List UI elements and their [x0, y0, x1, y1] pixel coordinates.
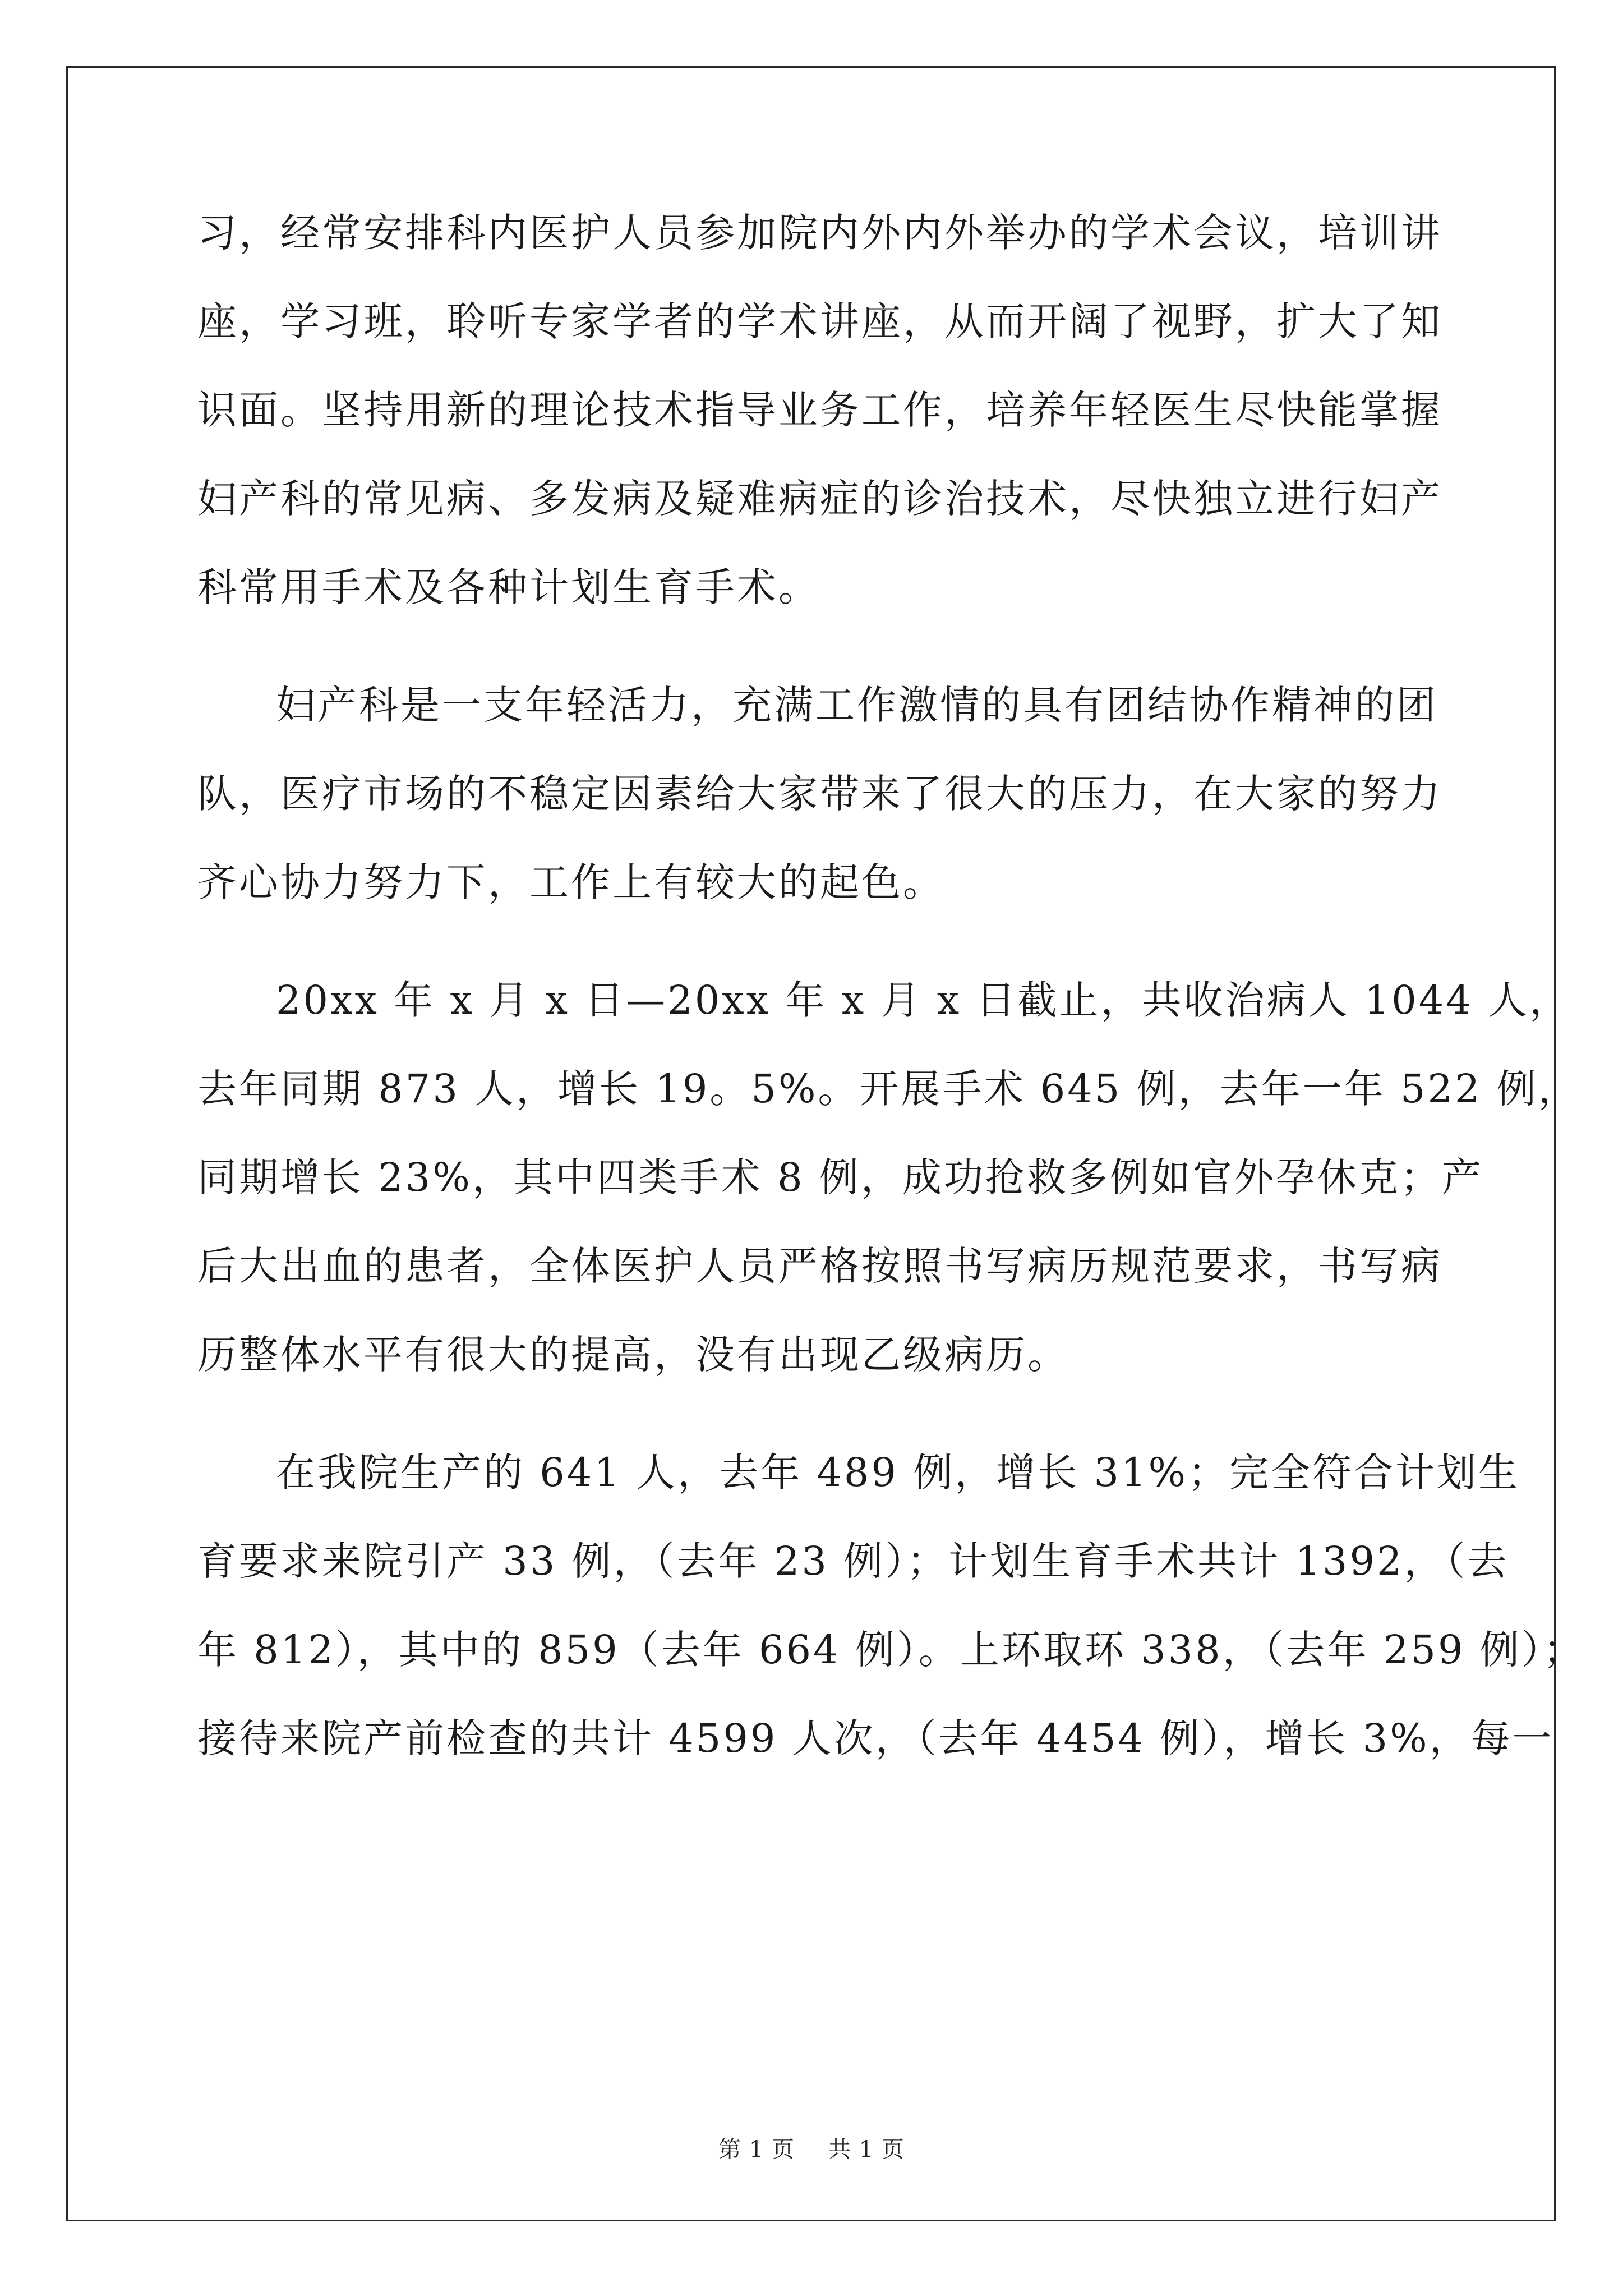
page-number: 第 1 页	[718, 2137, 795, 2162]
text-line: 年 812），其中的 859（去年 664 例）。上环取环 338，（去年 259 例）；	[197, 1627, 1585, 1673]
text-line: 妇产科是一支年轻活力，充满工作激情的具有团结协作精神的团	[276, 682, 1438, 728]
text-line: 历整体水平有很大的提高，没有出现乙级病历。	[197, 1332, 1069, 1378]
text-line: 座，学习班，聆听专家学者的学术讲座，从而开阔了视野，扩大了知	[197, 298, 1442, 344]
text-line: 妇产科的常见病、多发病及疑难病症的诊治技术，尽快独立进行妇产	[197, 476, 1442, 522]
text-line: 育要求来院引产 33 例，（去年 23 例）；计划生育手术共计 1392，（去	[197, 1538, 1509, 1584]
text-line: 队，医疗市场的不稳定因素给大家带来了很大的压力，在大家的努力	[197, 771, 1442, 817]
document-body	[197, 210, 1585, 1807]
text-line: 在我院生产的 641 人，去年 489 例，增长 31%；完全符合计划生	[276, 1450, 1520, 1496]
text-line: 齐心协力努力下，工作上有较大的起色。	[197, 859, 944, 905]
text-line: 20xx 年 x 月 x 日—20xx 年 x 月 x 日截止，共收治病人 1044 人，	[276, 977, 1571, 1023]
text-line: 接待来院产前检查的共计 4599 人次，（去年 4454 例），增长 3%，每一	[197, 1715, 1554, 1761]
page-footer	[0, 2132, 1623, 2164]
page-total: 共 1 页	[828, 2137, 905, 2162]
text-line: 去年同期 873 人，增长 19。5%。开展手术 645 例，去年一年 522 例，	[197, 1066, 1580, 1112]
text-line: 识面。坚持用新的理论技术指导业务工作，培养年轻医生尽快能掌握	[197, 387, 1442, 433]
text-line: 科常用手术及各种计划生育手术。	[197, 564, 820, 610]
text-line: 同期增长 23%，其中四类手术 8 例，成功抢救多例如官外孕休克；产	[197, 1154, 1483, 1200]
text-line: 后大出血的患者，全体医护人员严格按照书写病历规范要求，书写病	[197, 1243, 1442, 1289]
text-line: 习，经常安排科内医护人员参加院内外内外举办的学术会议，培训讲	[197, 210, 1442, 256]
